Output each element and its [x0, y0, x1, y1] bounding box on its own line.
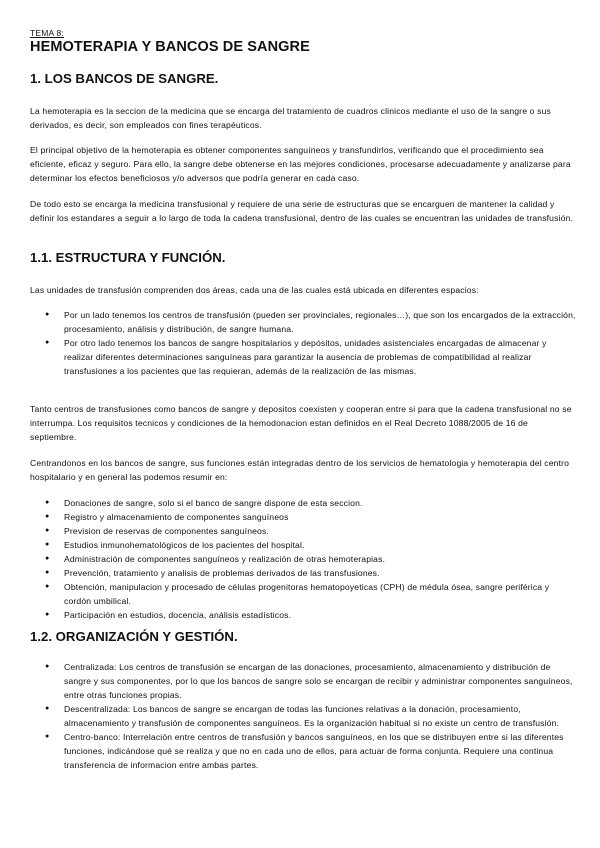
list-item-function: ● Estudios inmunohematológicos de los pacientes del hospital. — [30, 538, 578, 552]
paragraph-coexistence: Tanto centros de transfusiones como bancos de sangre y depositos coexisten y cooperan entre si para que la cadena transfusional no se interrumpa. Los requisitos tecnicos y condiciones de la hemodonacion estan definidos en el Real Decreto 1088/2005 de 16 de septiembre. — [30, 404, 572, 442]
list-item-function: ● Registro y almacenamiento de componentes sanguíneos — [30, 510, 578, 524]
list-item-centralizada: ● Centralizada: Los centros de transfusión se encargan de las donaciones, procesamiento, almacenamiento y distribución de sangre y sus componentes, por lo que los bancos de sangre solo se encargan de recibir y administrar componentes sanguíneos, entre otras funciones propias. — [30, 660, 578, 702]
models-list — [30, 660, 578, 772]
functions-list — [30, 496, 578, 622]
list-item-function: ● Prevision de reservas de componentes sanguíneos. — [30, 524, 578, 538]
section-heading-bancos: 1. LOS BANCOS DE SANGRE. — [30, 71, 219, 86]
paragraph-functions-intro: Centrandonos en los bancos de sangre, sus funciones están integradas dentro de los servicios de hematologia y hemoterapia del centro hospitalario y en general las podemos resumir en: — [30, 458, 570, 482]
areas-list — [30, 308, 578, 378]
document-title: HEMOTERAPIA Y BANCOS DE SANGRE — [30, 39, 310, 55]
paragraph-hemoterapia-definition: La hemoterapia es la seccion de la medicina que se encarga del tratamiento de cuadros clinicos mediante el uso de la sangre o sus derivados, es decir, son empleados con fines terapéuticos. — [30, 106, 551, 130]
theme-label: TEMA 8: — [30, 28, 64, 38]
paragraph-areas-intro: Las unidades de transfusión comprenden dos áreas, cada una de las cuales está ubicada en diferentes espacios: — [30, 285, 479, 295]
paragraph-transfusion-medicine: De todo esto se encarga la medicina transfusional y requiere de una serie de estructuras que se encarguen de mantener la calidad y definir los estandares a seguir a lo largo de toda la cadena transfusional, dentro de las cuales se encuentran las unidades de transfusión. — [30, 199, 574, 223]
list-item-function: ● Donaciones de sangre, solo si el banco de sangre dispone de esta seccion. — [30, 496, 578, 510]
list-item-centros: ● Por un lado tenemos los centros de transfusión (pueden ser provinciales, regionales…), que son los encargados de la extracción, procesamiento, análisis y distribución, de sangre humana. — [30, 308, 578, 336]
list-item-function: ● Obtención, manipulacion y procesado de células progenitoras hematopoyeticas (CPH) de médula ósea, sangre periférica y cordón umbilical. — [30, 580, 578, 608]
section-heading-organizacion: 1.2. ORGANIZACIÓN Y GESTIÓN. — [30, 629, 238, 644]
list-item-function: ● Prevención, tratamiento y analisis de problemas derivados de las transfusiones. — [30, 566, 578, 580]
paragraph-hemoterapia-objective: El principal objetivo de la hemoterapia es obtener componentes sanguíneos y transfundirlos, verificando que el procedimiento sea eficiente, eficaz y seguro. Para ello, la sangre debe obtenerse en las mejores condiciones, procesarse adecuadamente y analizarse para determinar los efectos beneficiosos y/o adversos que podría generar en cada caso. — [30, 145, 571, 183]
list-item-descentralizada: ● Descentralizada: Los bancos de sangre se encargan de todas las funciones relativas a la donación, procesamiento, almacenamiento y transfusión de componentes sanguíneos. Es la organización habitual si no existe un centro de transfusión. — [30, 702, 578, 730]
list-item-function: ● Administración de componentes sanguíneos y realización de otras hemoterapias. — [30, 552, 578, 566]
section-heading-estructura: 1.1. ESTRUCTURA Y FUNCIÓN. — [30, 250, 226, 265]
list-item-centro-banco: ● Centro-banco: Interrelación entre centros de transfusión y bancos sanguíneos, en los que se distribuyen entre si las diferentes funciones, indicándose qué se realiza y que no en cada uno de ellos, para actuar de forma conjunta. Requiere una continua transferencia de informacion entre ambas partes. — [30, 730, 578, 772]
list-item-function: ● Participación en estudios, docencia, análisis estadísticos. — [30, 608, 578, 622]
list-item-bancos: ● Por otro lado tenemos los bancos de sangre hospitalarios y depósitos, unidades asistenciales encargadas de almacenar y realizar diferentes determinaciones sanguíneas para garantizar la ausencia de problemas de compatibilidad al realizar transfusiones a los pacientes que las requieran, además de la realización de las mismas. — [30, 336, 578, 378]
